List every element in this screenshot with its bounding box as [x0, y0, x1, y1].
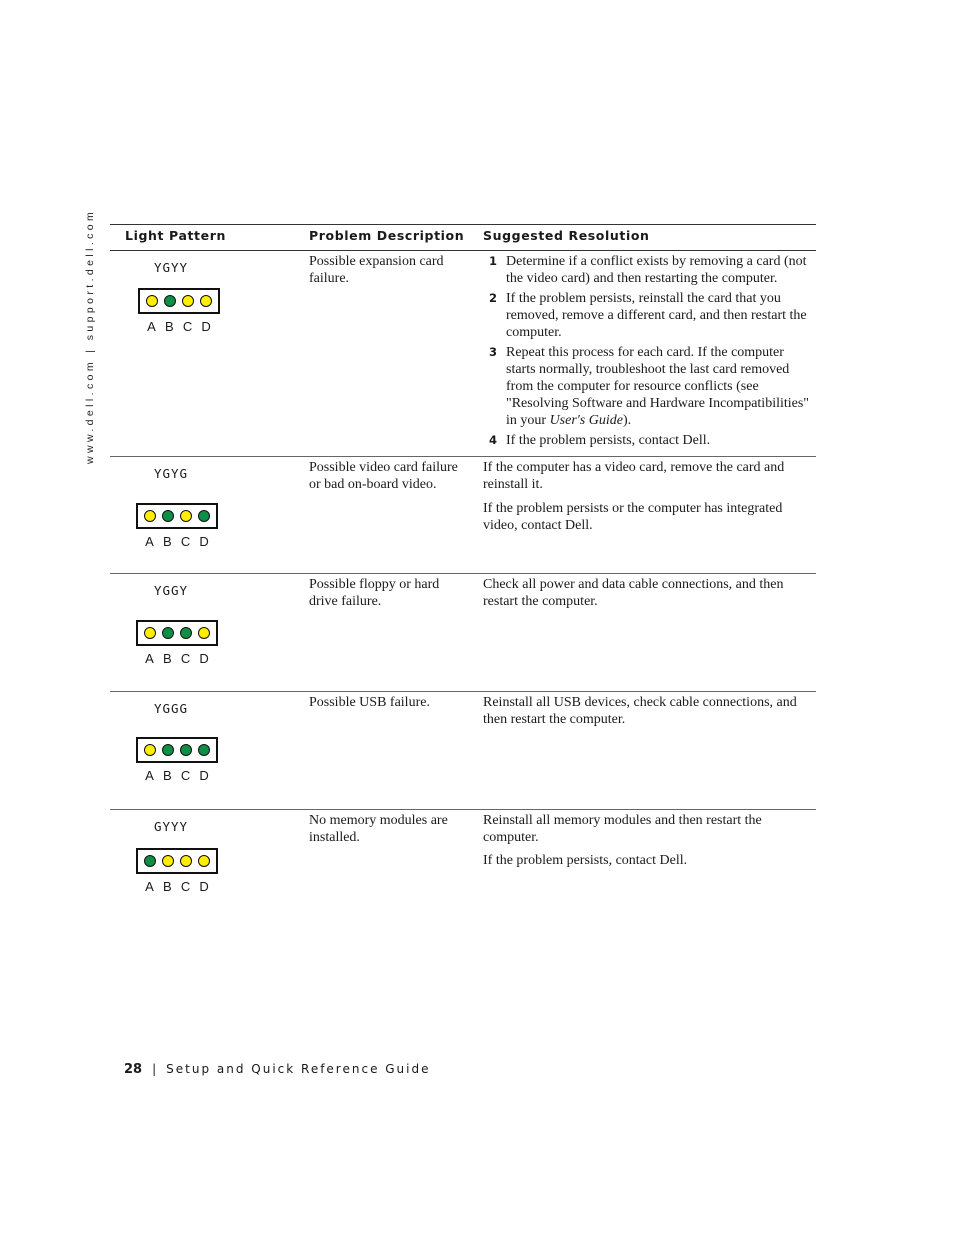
light-labels: A B C D — [145, 768, 209, 783]
diagnostic-lights-icon — [136, 620, 218, 646]
resolution-paragraph: Reinstall all memory modules and then restart the computer. — [483, 813, 762, 845]
light-b — [162, 744, 174, 756]
light-c — [182, 295, 194, 307]
header-light-pattern: Light Pattern — [125, 228, 226, 243]
suggested-resolution — [483, 253, 816, 452]
light-a — [144, 627, 156, 639]
light-c — [180, 744, 192, 756]
light-a — [144, 510, 156, 522]
problem-description: No memory modules are installed. — [309, 813, 448, 845]
resolution-paragraph: Check all power and data cable connections, and then restart the computer. — [483, 577, 784, 609]
suggested-resolution — [483, 694, 816, 735]
light-code: YGGY — [153, 583, 189, 598]
users-guide-title: User's Guide — [549, 413, 623, 428]
light-b — [162, 855, 174, 867]
diagnostic-lights-icon — [136, 503, 218, 529]
light-c — [180, 510, 192, 522]
resolution-paragraph: If the problem persists or the computer has integrated video, contact Dell. — [483, 501, 783, 533]
light-code: YGGG — [153, 701, 189, 716]
light-c — [180, 855, 192, 867]
problem-description: Possible video card failure or bad on-board video. — [309, 460, 458, 492]
light-code: YGYG — [153, 466, 189, 481]
light-a — [144, 855, 156, 867]
diagnostic-lights-table — [110, 224, 816, 910]
resolution-paragraph: If the problem persists, contact Dell. — [483, 853, 688, 868]
light-d — [198, 744, 210, 756]
table-row — [110, 810, 816, 910]
light-labels: A B C D — [145, 534, 209, 549]
suggested-resolution — [483, 459, 816, 541]
problem-description: Possible USB failure. — [309, 695, 430, 710]
light-labels: A B C D — [145, 879, 209, 894]
table-row — [110, 457, 816, 574]
header-problem-description: Problem Description — [309, 228, 465, 243]
light-d — [198, 855, 210, 867]
table-row — [110, 692, 816, 810]
light-labels: A B C D — [147, 319, 211, 334]
light-d — [198, 627, 210, 639]
light-code: GYYY — [153, 819, 189, 834]
sidebar-url: www.dell.com | support.dell.com — [84, 208, 96, 464]
problem-description: Possible floppy or hard drive failure. — [309, 577, 440, 609]
page-number: 28 — [124, 1062, 143, 1077]
footer-separator: | — [152, 1062, 157, 1076]
table-row — [110, 574, 816, 692]
problem-description: Possible expansion card failure. — [309, 254, 444, 286]
light-a — [144, 744, 156, 756]
light-d — [200, 295, 212, 307]
light-b — [164, 295, 176, 307]
resolution-step: 4 If the problem persists, contact Dell. — [489, 433, 711, 448]
header-suggested-resolution: Suggested Resolution — [483, 228, 650, 243]
resolution-step: 1 Determine if a conflict exists by removing a card (not the video card) and then restarting the computer. — [489, 254, 807, 286]
diagnostic-lights-icon — [136, 848, 218, 874]
light-b — [162, 627, 174, 639]
light-code: YGYY — [153, 260, 189, 275]
light-d — [198, 510, 210, 522]
resolution-step: 3 Repeat this process for each card. If the computer starts normally, troubleshoot the last card removed from the computer for resource conflicts (see "Resolving Software and Hardware Incompatibilities" in your User's Guide). — [489, 345, 810, 428]
table-header — [110, 224, 816, 251]
document-title: Setup and Quick Reference Guide — [166, 1062, 431, 1076]
suggested-resolution — [483, 812, 816, 876]
page-footer — [124, 1062, 431, 1077]
light-b — [162, 510, 174, 522]
light-c — [180, 627, 192, 639]
resolution-step: 2 If the problem persists, reinstall the card that you removed, remove a different card, and then restart the computer. — [489, 291, 807, 340]
diagnostic-lights-icon — [136, 737, 218, 763]
suggested-resolution — [483, 576, 816, 617]
light-a — [146, 295, 158, 307]
diagnostic-lights-icon — [138, 288, 220, 314]
light-labels: A B C D — [145, 651, 209, 666]
resolution-paragraph: Reinstall all USB devices, check cable connections, and then restart the computer. — [483, 695, 797, 727]
resolution-paragraph: If the computer has a video card, remove the card and reinstall it. — [483, 460, 785, 492]
table-row — [110, 251, 816, 457]
